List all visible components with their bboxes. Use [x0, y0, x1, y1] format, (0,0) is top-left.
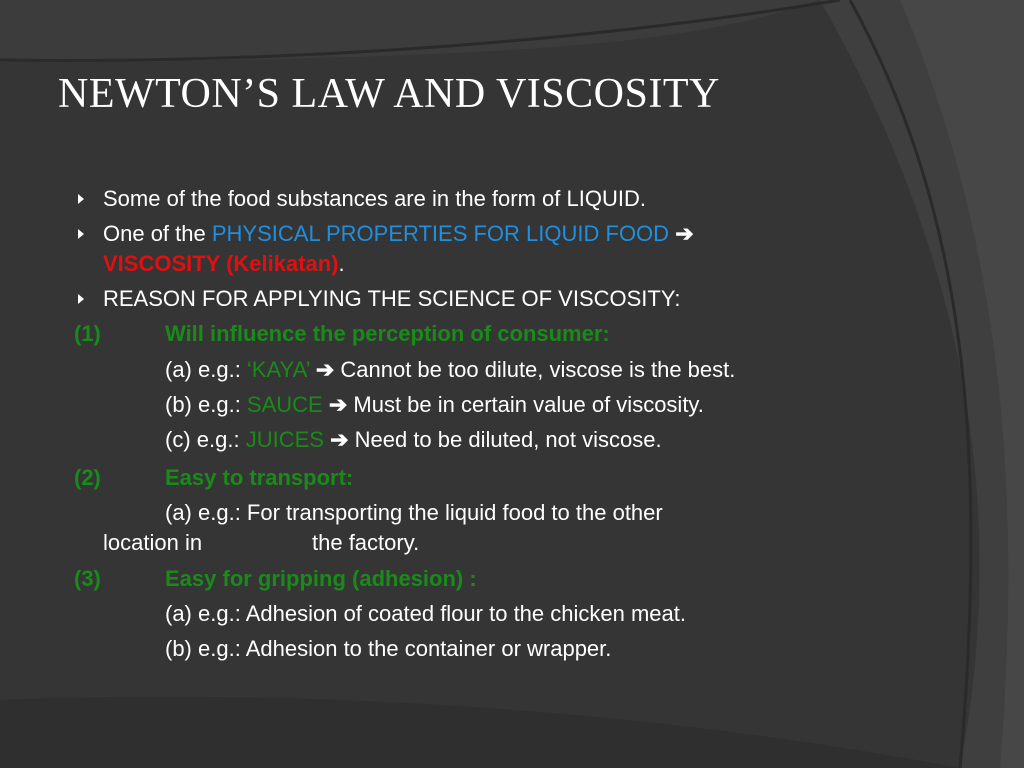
- example-highlight: ‘KAYA’: [246, 357, 310, 382]
- bullet-item: [103, 186, 646, 212]
- example-continuation: location in: [103, 530, 203, 555]
- reason-number: (1): [74, 321, 101, 346]
- example-text: Need to be diluted, not viscose.: [348, 427, 662, 452]
- right-arrow-icon: ➔: [330, 427, 349, 452]
- example-text: Adhesion of coated flour to the chicken meat.: [245, 601, 686, 626]
- bullet-prefix: One of the: [103, 221, 212, 246]
- bullet-item: [103, 286, 680, 312]
- example-label: (b) e.g.:: [165, 392, 247, 417]
- example-text: Cannot be too dilute, viscose is the best.: [334, 357, 736, 382]
- example-text: Must be in certain value of viscosity.: [347, 392, 704, 417]
- bullet-item: [103, 221, 694, 247]
- slide-title: NEWTON’S LAW AND VISCOSITY: [58, 71, 720, 117]
- example-highlight: SAUCE: [246, 392, 323, 417]
- right-arrow-icon: ➔: [328, 392, 348, 417]
- example-line: [165, 357, 735, 383]
- example-text: For transporting the liquid food to the other: [246, 500, 663, 525]
- reason-number: (3): [74, 566, 101, 591]
- viscosity-emphasis: VISCOSITY (Kelikatan): [103, 251, 339, 276]
- physical-properties-highlight: PHYSICAL PROPERTIES FOR LIQUID FOOD: [211, 221, 670, 246]
- right-arrow-icon: ➔: [315, 357, 335, 382]
- reason-heading: Will influence the perception of consumer:: [165, 321, 610, 346]
- example-line: [165, 601, 686, 627]
- bullet-item-continued: [103, 251, 345, 277]
- bullet-text: REASON FOR APPLYING THE SCIENCE OF VISCOSITY:: [103, 286, 681, 311]
- example-line: [165, 500, 663, 526]
- example-text: Adhesion to the container or wrapper.: [245, 636, 612, 661]
- example-line: [165, 392, 704, 418]
- right-arrow-icon: ➔: [675, 221, 694, 246]
- reason-heading: Easy to transport:: [165, 465, 354, 490]
- example-label: (a) e.g.:: [165, 500, 247, 525]
- reason-number: (2): [74, 465, 101, 490]
- example-label: (c) e.g.:: [165, 427, 246, 452]
- bullet-suffix: .: [338, 251, 345, 276]
- example-highlight: JUICES: [245, 427, 324, 452]
- example-line: [165, 427, 662, 453]
- example-continuation: the factory.: [312, 530, 420, 555]
- example-line: [165, 636, 611, 662]
- bullet-text: Some of the food substances are in the form of LIQUID.: [103, 186, 646, 211]
- reason-heading: Easy for gripping (adhesion) :: [165, 566, 477, 591]
- example-label: (b) e.g.:: [165, 636, 246, 661]
- triangle-bullet-icon: [78, 229, 84, 239]
- example-label: (a) e.g.:: [165, 601, 246, 626]
- triangle-bullet-icon: [78, 194, 84, 204]
- triangle-bullet-icon: [78, 294, 84, 304]
- example-label: (a) e.g.:: [165, 357, 247, 382]
